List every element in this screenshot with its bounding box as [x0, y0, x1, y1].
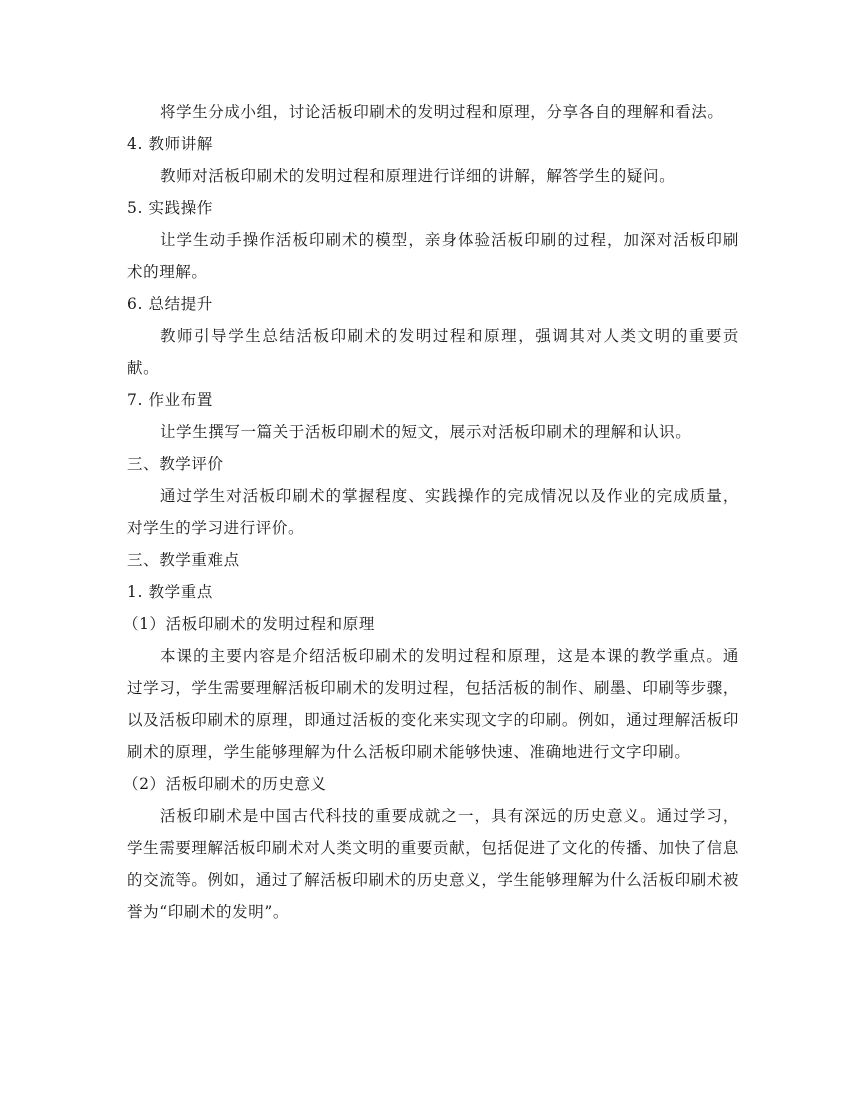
paragraph: 教师对活板印刷术的发明过程和原理进行详细的讲解，解答学生的疑问。 [160, 167, 676, 185]
section-heading: 4. 教师讲解 [127, 135, 213, 153]
subsection-title: （2）活板印刷术的历史意义 [123, 775, 327, 793]
subsection-heading: 1. 教学重点 [127, 583, 213, 601]
paragraph: 活板印刷术是中国古代科技的重要成就之一，具有深远的历史意义。通过学习，学生需要理解活板印刷术对人类文明的重要贡献，包括促进了文化的传播、加快了信息的交流等。例如，通过了解活板印刷术的历史意义，学生能够理解为什么活板印刷术被誉为“印刷术的发明”。 [127, 807, 739, 921]
subsection-title: （1）活板印刷术的发明过程和原理 [123, 615, 375, 633]
section-heading: 7. 作业布置 [127, 391, 213, 409]
document-body [123, 96, 739, 928]
section-heading: 5. 实践操作 [127, 199, 213, 217]
paragraph: 教师引导学生总结活板印刷术的发明过程和原理，强调其对人类文明的重要贡献。 [127, 327, 739, 377]
section-heading: 三、教学重难点 [127, 551, 240, 569]
paragraph: 让学生撰写一篇关于活板印刷术的短文，展示对活板印刷术的理解和认识。 [160, 423, 692, 441]
paragraph: 通过学生对活板印刷术的掌握程度、实践操作的完成情况以及作业的完成质量，对学生的学习进行评价。 [127, 487, 739, 537]
section-heading: 三、教学评价 [127, 455, 224, 473]
paragraph: 将学生分成小组，讨论活板印刷术的发明过程和原理，分享各自的理解和看法。 [160, 103, 724, 121]
paragraph: 本课的主要内容是介绍活板印刷术的发明过程和原理，这是本课的教学重点。通过学习，学生需要理解活板印刷术的发明过程，包括活板的制作、刷墨、印刷等步骤，以及活板印刷术的原理，即通过活板的变化来实现文字的印刷。例如，通过理解活板印刷术的原理，学生能够理解为什么活板印刷术能够快速、准确地进行文字印刷。 [127, 647, 739, 761]
paragraph: 让学生动手操作活板印刷术的模型，亲身体验活板印刷的过程，加深对活板印刷术的理解。 [127, 231, 739, 281]
section-heading: 6. 总结提升 [127, 295, 213, 313]
